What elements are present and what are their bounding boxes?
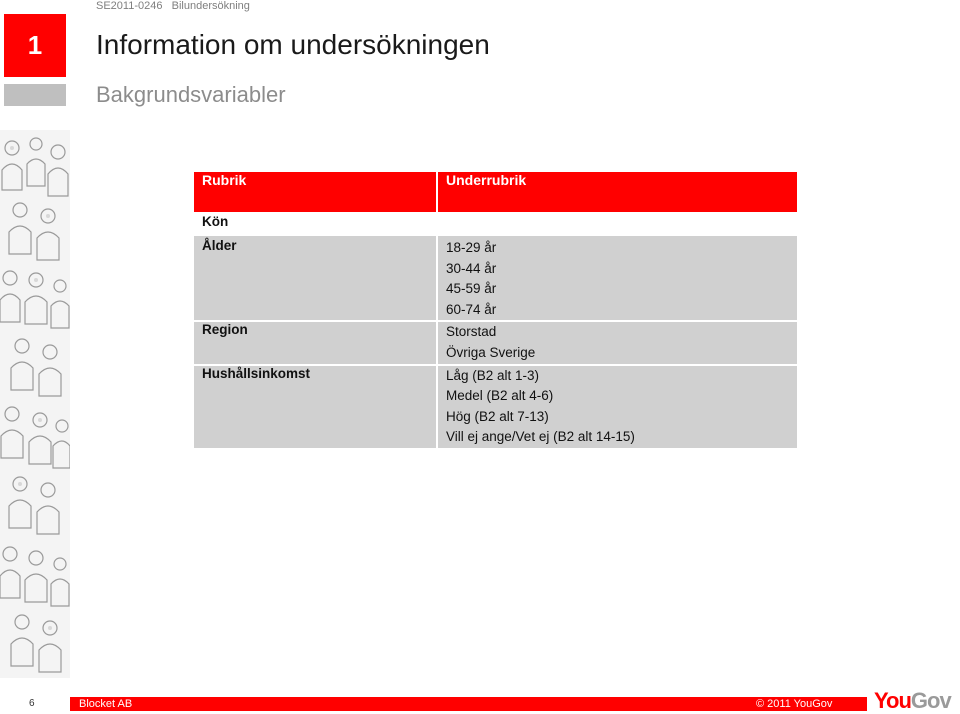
section-number: 1: [27, 30, 43, 60]
sub-item: 45-59 år: [446, 281, 497, 297]
table-row: [194, 234, 797, 320]
crowd-illustration: [0, 130, 70, 678]
crowd-illustration-icon: [0, 130, 70, 678]
row-subs: [438, 320, 797, 363]
header-rubrik: Rubrik: [194, 172, 438, 212]
page-subtitle: Bakgrundsvariabler: [96, 82, 286, 107]
sub-item: Låg (B2 alt 1-3): [446, 367, 540, 383]
table-row: [194, 212, 797, 234]
sub-item: Hög (B2 alt 7-13): [446, 408, 549, 424]
row-label: Kön: [194, 212, 438, 234]
section-number-badge: [4, 14, 66, 77]
footer-client: Blocket AB: [79, 698, 133, 710]
sub-item: Övriga Sverige: [446, 344, 536, 360]
section-bar: [4, 84, 66, 106]
row-subs: [438, 364, 797, 448]
background-variables-table: [194, 172, 797, 448]
table-row: [194, 320, 797, 363]
row-subs: [438, 212, 797, 234]
logo-gov: Gov: [910, 688, 951, 713]
doc-id: SE2011-0246: [96, 0, 163, 12]
document-meta: [96, 0, 250, 12]
logo-you: You: [874, 688, 911, 713]
table-header-row: [194, 172, 797, 212]
page-number: 6: [29, 698, 35, 709]
table-row: [194, 364, 797, 448]
page-title: Information om undersökningen: [96, 29, 490, 60]
sub-item: 60-74 år: [446, 301, 497, 317]
row-label: Ålder: [194, 234, 438, 320]
sub-item: Medel (B2 alt 4-6): [446, 388, 554, 404]
footer-copyright: © 2011 YouGov: [756, 698, 833, 710]
doc-name: Bilundersökning: [171, 0, 250, 12]
sub-item: 30-44 år: [446, 260, 497, 276]
row-subs: [438, 234, 797, 320]
sub-item: Storstad: [446, 324, 497, 340]
row-label: Hushållsinkomst: [194, 364, 438, 448]
sub-item: 18-29 år: [446, 240, 497, 255]
sub-item: Vill ej ange/Vet ej (B2 alt 14-15): [446, 429, 635, 445]
footer-bar: [70, 697, 867, 711]
row-label: Region: [194, 320, 438, 363]
yougov-logo: [874, 688, 951, 714]
header-underrubrik: Underrubrik: [438, 172, 797, 212]
